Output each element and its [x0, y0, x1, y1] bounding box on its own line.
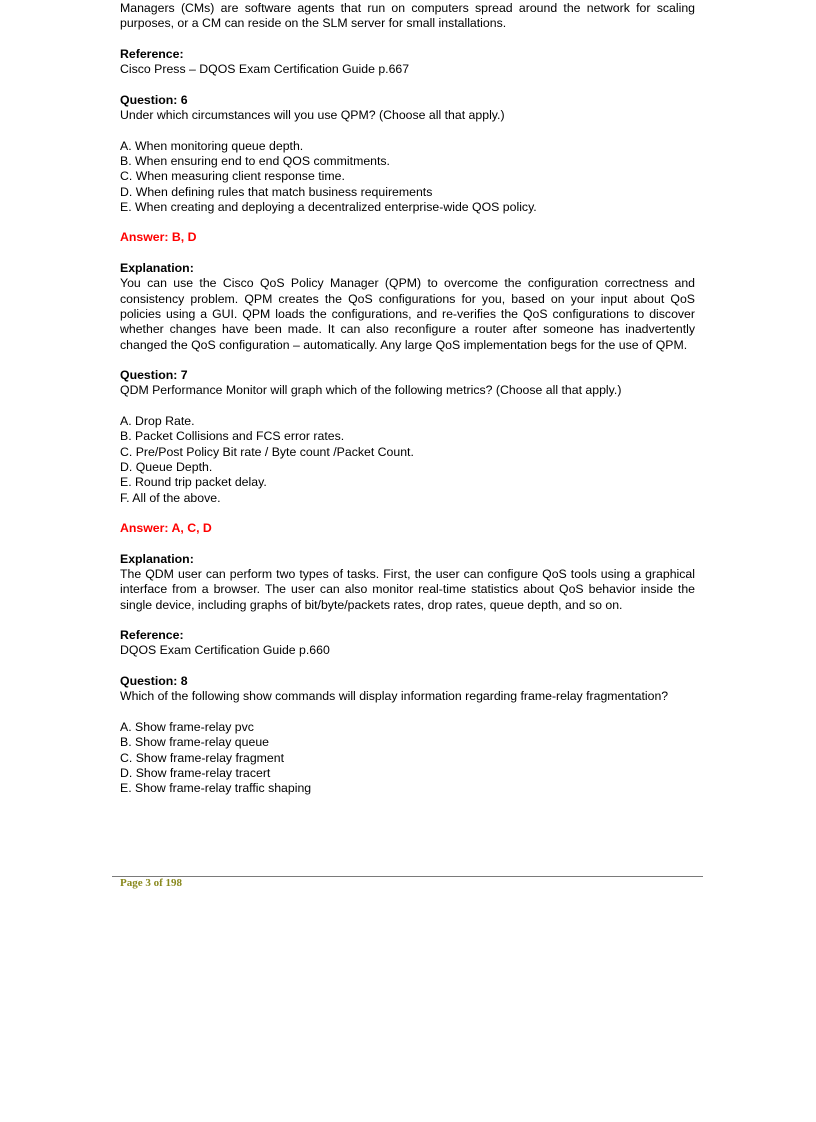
question-7-reference-heading: Reference: [120, 628, 184, 643]
question-6-option: B. When ensuring end to end QOS commitments. [120, 153, 390, 168]
intro-paragraph: Managers (CMs) are software agents that run on computers spread around the network for scaling purposes, or a CM can reside on the SLM server for small installations. [120, 1, 695, 31]
question-6-explanation-heading: Explanation: [120, 261, 194, 276]
question-7-option: E. Round trip packet delay. [120, 475, 267, 490]
spacer [120, 613, 695, 628]
spacer [120, 353, 695, 368]
page-number: Page 3 of 198 [120, 877, 183, 889]
question-6-heading: Question: 6 [120, 92, 188, 107]
question-7-explanation: The QDM user can perform two types of tasks. First, the user can configure QoS tools using a graphical interface from a browser. The user can also monitor real-time statistics about QoS behavior inside the single device, including graphs of bit/byte/packets rates, drop rates, queue depth, and so on. [120, 566, 695, 612]
question-6-text: Under which circumstances will you use QPM? (Choose all that apply.) [120, 108, 505, 123]
question-8-option: C. Show frame-relay fragment [120, 750, 285, 765]
question-7-option: C. Pre/Post Policy Bit rate / Byte count /Packet Count. [120, 444, 414, 459]
spacer [120, 215, 695, 230]
question-7-heading: Question: 7 [120, 368, 188, 383]
question-6-option: C. When measuring client response time. [120, 169, 345, 184]
question-8-text: Which of the following show commands will display information regarding frame-relay fragmentation? [120, 689, 669, 704]
question-8-option: E. Show frame-relay traffic shaping [120, 781, 312, 796]
question-7-option: B. Packet Collisions and FCS error rates. [120, 429, 345, 444]
question-7-text: QDM Performance Monitor will graph which of the following metrics? (Choose all that apply.) [120, 383, 622, 398]
question-7-option: A. Drop Rate. [120, 414, 195, 429]
question-6-explanation: You can use the Cisco QoS Policy Manager (QPM) to overcome the configuration correctness and consistency problem. QPM creates the QoS configurations for you, based on your input about QoS policies using a GUI. QPM loads the configurations, and re-verifies the QoS configurations to discover whether changes have been made. It can also reconfigure a router after someone has inadvertently changed the QoS configuration – automatically. Any large QoS implementation begs for the use of QPM. [120, 276, 695, 352]
spacer [120, 399, 695, 414]
spacer [120, 705, 695, 720]
question-7-option: F. All of the above. [120, 490, 221, 505]
reference-text: Cisco Press – DQOS Exam Certification Guide p.667 [120, 62, 410, 77]
question-7-answer: Answer: A, C, D [120, 521, 212, 536]
question-7-explanation-heading: Explanation: [120, 551, 194, 566]
question-8-option: A. Show frame-relay pvc [120, 719, 254, 734]
question-8-option: D. Show frame-relay tracert [120, 765, 271, 780]
document-body [120, 1, 695, 796]
question-7-option: D. Queue Depth. [120, 459, 213, 474]
spacer [120, 77, 695, 92]
spacer [120, 123, 695, 138]
question-6-option: D. When defining rules that match business requirements [120, 184, 433, 199]
question-6-option: A. When monitoring queue depth. [120, 138, 304, 153]
question-6-option: E. When creating and deploying a decentralized enterprise-wide QOS policy. [120, 199, 537, 214]
question-8-option: B. Show frame-relay queue [120, 735, 270, 750]
spacer [120, 246, 695, 261]
reference-heading: Reference: [120, 46, 184, 61]
question-6-answer: Answer: B, D [120, 230, 197, 245]
footer-divider [112, 876, 703, 877]
spacer [120, 536, 695, 551]
question-7-reference: DQOS Exam Certification Guide p.660 [120, 643, 330, 658]
spacer [120, 32, 695, 47]
question-8-heading: Question: 8 [120, 674, 188, 689]
spacer [120, 506, 695, 521]
spacer [120, 659, 695, 674]
